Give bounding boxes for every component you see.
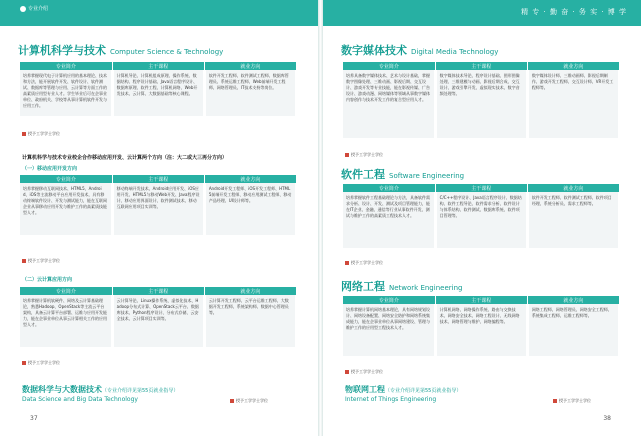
datascience-title: 数据科学与大数据技术（专业介绍详见第55页就业指导） [22,385,179,394]
cloud-degree: 授予工学学士学位 [22,360,60,366]
col-courses-header: 主干课程 [112,287,204,295]
col-intro-header: 专业简介 [20,287,112,295]
section-title-en: Network Engineering [389,284,463,292]
left-header-bar [0,0,318,26]
datascience-note: （专业介绍详见第55页就业指导） [102,388,179,394]
col-jobs-header: 就业方向 [204,62,296,70]
cs-degree: 授予工学学士学位 [22,131,60,137]
degree-bullet-icon [345,153,349,157]
degree-bullet-icon [345,261,349,265]
cs-courses: 计算机导论、计算机组成原理、操作系统、数据结构、程序设计基础、Java语言程序设计、数据库原理、软件工程、计算机网络、Web开发技术、云计算、大数据基础等核心课程。 [112,70,204,116]
mobile-intro: 培养掌握移动互联网技术、HTML5、Android、iOS等主流移动平台应用开发技术，具有移动终端软件设计、开发与测试能力，能在互联网企业从事移动应用开发与维护工作的高素质技能型人才。 [20,183,112,235]
degree-bullet-icon [22,132,26,136]
section-title-en: Software Engineering [389,172,465,180]
ne-intro: 培养掌握计算机网络基本理论，具有网络规划设计、网络设备配置、网络安全防护和网络系统集成能力，能在企事业单位从事网络建设、管理与维护工作的应用型工程技术人才。 [343,304,435,356]
section-title-cn: 网络工程 [341,280,385,293]
cloud-direction-label: （二）云计算应用方向 [22,277,73,283]
iot-degree: 授予工学学士学位 [553,398,591,404]
cs-table [20,62,298,116]
datascience-degree: 授予工学学士学位 [230,398,268,404]
degree-bullet-icon [22,361,26,365]
mobile-courses: 移动终端开发技术、Android应用开发、iOS应用开发、HTML5与移动Web开发、Java程序设计、移动应用界面设计、软件测试技术、移动互联网应用项目实训等。 [112,183,204,235]
col-intro-header: 专业简介 [343,296,435,304]
section-title-dmt [341,42,498,58]
mobile-direction-label: （一）移动应用开发方向 [22,166,78,172]
dmt-intro: 培养具备数字媒体技术、艺术与设计基础，掌握数字图像处理、三维动画、影视后期、交互设计、游戏开发等专业技能，能在影视传媒、广告设计、游戏动漫、网络媒体等领域从事数字媒体内容创作与技术开发工作的复合型应用人才。 [343,70,435,138]
section-title-cn: 数字媒体技术 [341,44,407,57]
col-jobs-header: 就业方向 [527,62,619,70]
degree-bullet-icon [230,399,234,403]
cs-jobs: 软件开发工程师、软件测试工程师、数据库管理员、系统运维工程师、Web前端开发工程师、网络管理员、IT技术支持等岗位。 [204,70,296,116]
school-logo-icon [20,6,26,12]
col-courses-header: 主干课程 [435,62,527,70]
right-header-bar [323,0,641,26]
col-intro-header: 专业简介 [343,62,435,70]
degree-bullet-icon [22,259,26,263]
col-courses-header: 主干课程 [435,296,527,304]
se-table [343,184,621,248]
col-intro-header: 专业简介 [20,175,112,183]
col-jobs-header: 就业方向 [527,184,619,192]
col-courses-header: 主干课程 [112,62,204,70]
dmt-courses: 数字媒体技术导论、程序设计基础、图形图像处理、三维建模与动画、影视后期合成、交互设计、游戏引擎开发、虚拟现实技术、数字音频处理等。 [435,70,527,138]
cloud-jobs: 云计算开发工程师、云平台运维工程师、大数据开发工程师、系统架构师、数据中心管理员等。 [204,295,296,347]
col-courses-header: 主干课程 [435,184,527,192]
left-page [0,0,318,436]
dmt-table [343,62,621,138]
ne-courses: 计算机网络、网络操作系统、路由与交换技术、网络安全技术、网络工程设计、无线网络技术、网络管理与维护、网络编程等。 [435,304,527,356]
ne-table [343,296,621,356]
se-intro: 培养掌握软件工程基础理论与方法，具备软件需求分析、设计、开发、测试及项目管理能力，能在IT企业、金融、通信等行业从事软件开发、测试与维护工作的高素质工程技术人才。 [343,192,435,248]
section-title-se [341,166,464,182]
iot-title-en: Internet of Things Engineering [345,396,437,403]
right-header-motto: 精 专 · 勤 奋 · 务 实 · 博 学 [521,8,627,16]
se-degree: 授予工学学士学位 [345,260,383,266]
cloud-intro: 培养掌握计算机软硬件、网络及云计算基础理论，熟悉Hadoop、OpenStack等主流云平台架构，具备云计算平台部署、运维与应用开发能力，能在企事业单位从事云计算相关工作的应用型人才。 [20,295,112,347]
dmt-degree: 授予工学学士学位 [345,152,383,158]
ne-jobs: 网络工程师、网络管理员、网络安全工程师、系统集成工程师、运维工程师等。 [527,304,619,356]
cloud-table [20,287,298,347]
ne-degree: 授予工学学士学位 [345,369,383,375]
page-number-left: 37 [30,415,38,422]
direction-heading: 计算机科学与技术专业校企合作移动应用开发、云计算两个方向（注：大二或大三再分方向） [22,155,228,161]
col-courses-header: 主干课程 [112,175,204,183]
iot-title: 物联网工程（专业介绍详见第55页就业指导） [345,385,462,394]
dmt-jobs: 数字媒体设计师、三维动画师、影视后期制作、游戏开发工程师、交互设计师、VR开发工程师等。 [527,70,619,138]
col-jobs-header: 就业方向 [527,296,619,304]
se-courses: C/C++程序设计、Java语言程序设计、数据结构、软件工程导论、软件需求分析、软件设计与体系结构、软件测试、数据库系统、软件项目管理等。 [435,192,527,248]
cloud-courses: 云计算导论、Linux操作系统、虚拟化技术、Hadoop分布式计算、OpenStack云平台、数据库技术、Python程序设计、分布式存储、云安全技术、云计算项目实训等。 [112,295,204,347]
iot-note: （专业介绍详见第55页就业指导） [385,388,462,394]
col-intro-header: 专业简介 [343,184,435,192]
right-page [323,0,641,436]
col-jobs-header: 就业方向 [204,287,296,295]
mobile-table [20,175,298,235]
left-header-brand: 专业介绍 [28,6,49,12]
section-title-en: Computer Science & Technology [110,48,224,56]
se-jobs: 软件开发工程师、软件测试工程师、软件项目经理、系统分析员、需求工程师等。 [527,192,619,248]
section-title-cn: 软件工程 [341,168,385,181]
section-title-en: Digital Media Technology [411,48,499,56]
section-title-cn: 计算机科学与技术 [18,44,106,57]
degree-bullet-icon [553,399,557,403]
datascience-title-en: Data Science and Big Data Technology [22,396,138,403]
degree-bullet-icon [345,370,349,374]
col-jobs-header: 就业方向 [204,175,296,183]
cs-intro: 培养掌握现代电子计算机应用的基本理论、技术和方法，能开展软件开发、软件设计、软件测试、数据库等管理与应用、云计算等方面工作的高素质应用型专业人才。学生毕业后可在企事业单位、政府机关、学校等从事计算机软件开发与应用工作。 [20,70,112,116]
col-intro-header: 专业简介 [20,62,112,70]
mobile-degree: 授予工学学士学位 [22,258,60,264]
section-title-cs [18,42,223,58]
section-title-ne [341,278,462,294]
mobile-jobs: Android开发工程师、iOS开发工程师、HTML5前端开发工程师、移动应用测试工程师、移动产品经理、UI设计师等。 [204,183,296,235]
page-number-right: 38 [603,415,611,422]
